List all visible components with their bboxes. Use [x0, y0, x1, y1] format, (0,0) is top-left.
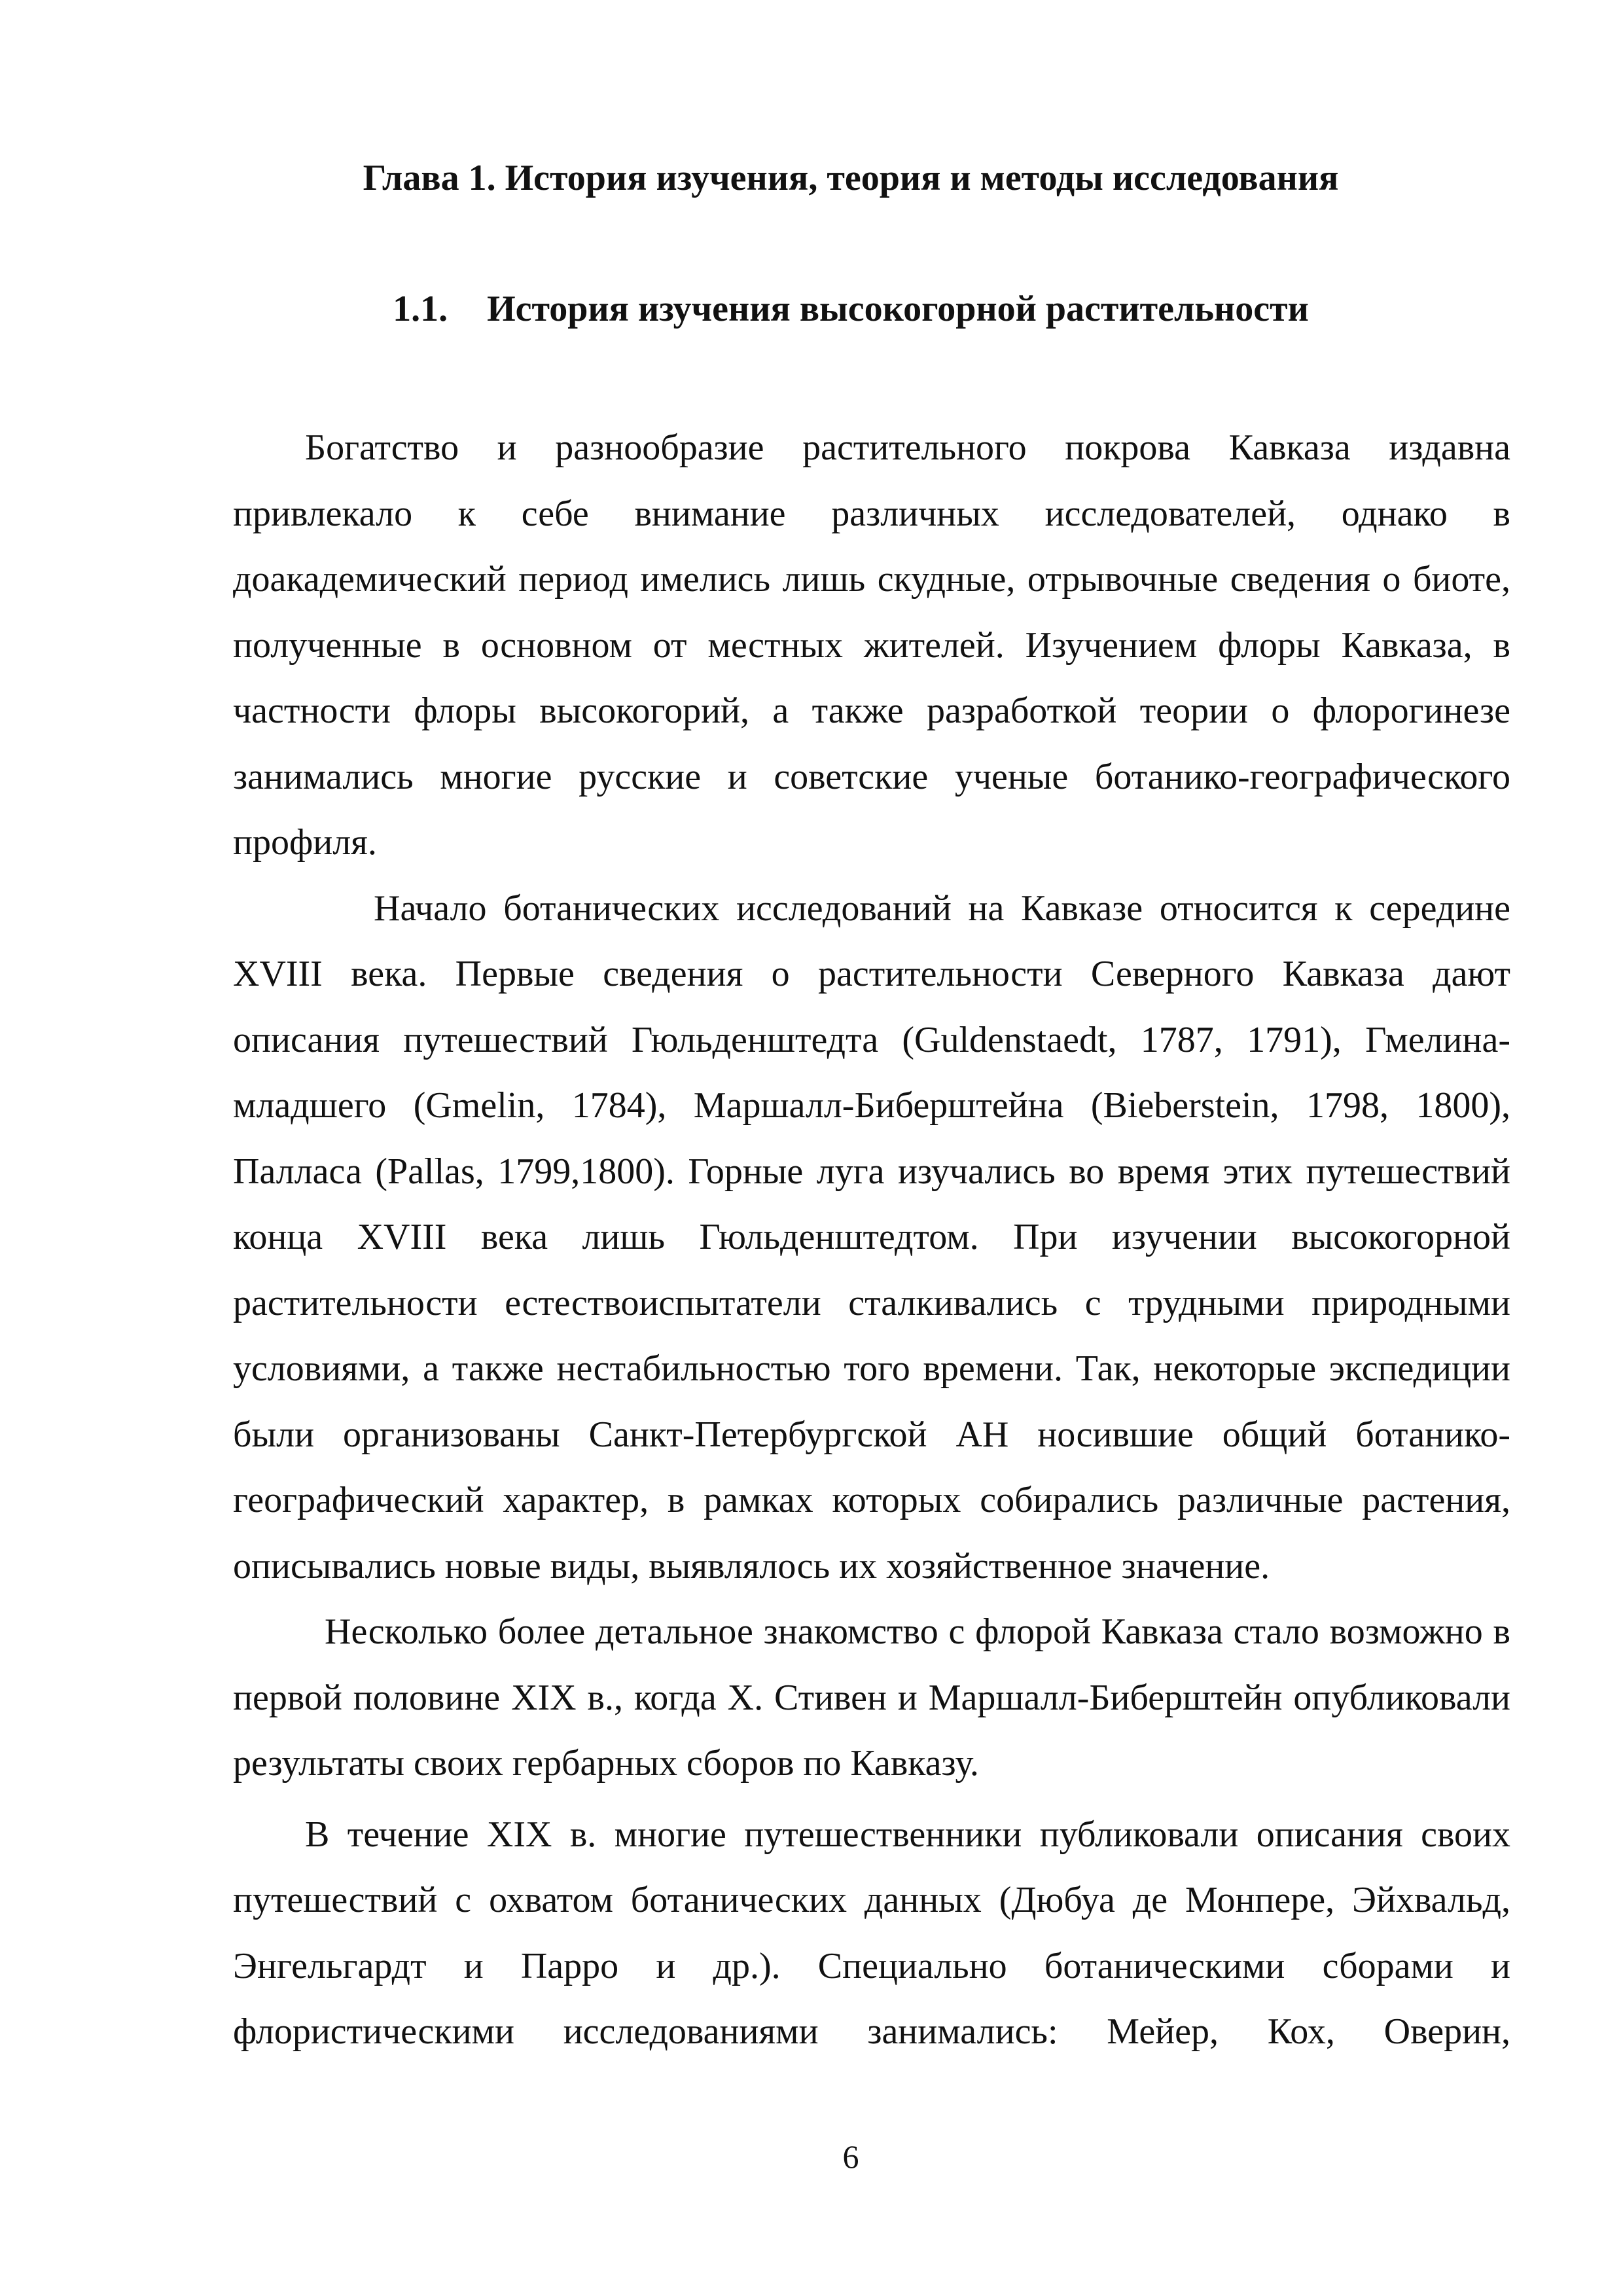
- paragraph-4: В течение XIX в. многие путешественники публиковали описания своих путешествий с охватом ботанических данных (Дюбуа де Монпере, Эйхвальд, Энгельгардт и Парро и др.). Специально ботаническими сборами и флористическими исследованиями занимались: Мейер, Кох, Оверин,: [233, 1814, 1510, 2052]
- section-heading: [196, 283, 1505, 335]
- paragraph-1: Богатство и разнообразие растительного покрова Кавказа издавна привлекало к себе внимание различных исследователей, однако в доакадемический период имелись лишь скудные, отрывочные сведения о биоте, полученные в основном от местных жителей. Изучением флоры Кавказа, в частности флоры высокогорий, а также разработкой теории о флорогинезе занимались многие русские и советские ученые ботанико-географического профиля.: [233, 427, 1510, 863]
- paragraph-3: Несколько более детальное знакомство с флорой Кавказа стало возможно в первой половине XIX в., когда Х. Стивен и Маршалл-Биберштейн опубликовали результаты своих гербарных сборов по Кавказу.: [233, 1611, 1510, 1784]
- section-number: 1.1.: [393, 289, 448, 329]
- page-number: 6: [842, 2138, 859, 2175]
- body-text: [233, 415, 1510, 2065]
- section-title: История изучения высокогорной растительности: [487, 289, 1309, 329]
- chapter-title: Глава 1. История изучения, теория и методы исследования: [363, 158, 1339, 198]
- paragraph-2: Начало ботанических исследований на Кавказе относится к середине XVIII века. Первые сведения о растительности Северного Кавказа дают описания путешествий Гюльденштедта (Guldenstaedt, 1787, 1791), Гмелина-младшего (Gmelin, 1784), Маршалл-Биберштейна (Bieberstein, 1798, 1800), Палласа (Pallas, 1799,1800). Горные луга изучались во время этих путешествий конца XVIII века лишь Гюльденштедтом. При изучении высокогорной растительности естествоиспытатели сталкивались с трудными природными условиями, а также нестабильностью того времени. Так, некоторые экспедиции были организованы Санкт-Петербургской АН носившие общий ботанико-географический характер, в рамках которых собирались различные растения, описывались новые виды, выявлялось их хозяйственное значение.: [233, 888, 1510, 1587]
